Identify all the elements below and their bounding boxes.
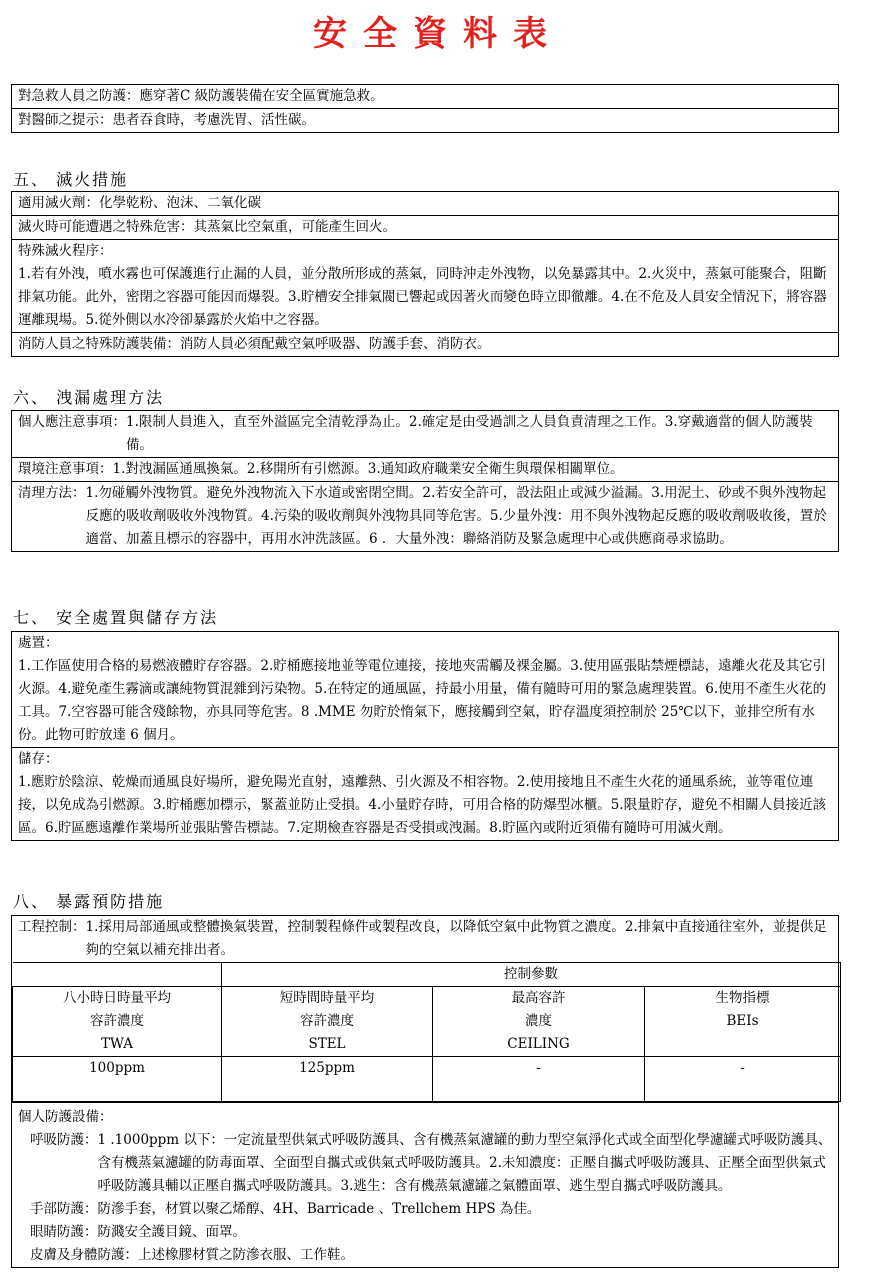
special-procedures-text: 1.若有外洩，噴水霧也可保護進行止漏的人員，並分散所形成的蒸氣，同時沖走外洩物，以免暴露其中。2.火災中，蒸氣可能聚合，阻斷排氣功能。此外，密閉之容器可能因而爆裂。3.貯槽安全排氣閥已響起或因著火而變色時立即徹離。4.在不危及人員安全情況下，將容器運離現場。5.從外側以水冷卻暴露於火焰中之容器。: [18, 266, 827, 328]
section-8-heading: 八、 暴露預防措施: [13, 892, 165, 911]
hand-protection-text: 防滲手套，材質以聚乙烯醇、4H、Barricade 、Trellchem HPS 為佳。: [97, 1201, 541, 1217]
first-aid-physician-row: 對醫師之提示：患者吞食時，考慮洗胃、活性碳。: [18, 112, 315, 128]
control-parameters-title: 控制參數: [222, 963, 841, 987]
extinguishing-agents: 適用滅火劑：化學乾粉、泡沫、二氧化碳: [12, 192, 838, 216]
section-6-heading: 六、 洩漏處理方法: [13, 388, 165, 407]
value-ceiling: -: [433, 1057, 645, 1102]
skin-body-protection: [12, 1244, 838, 1267]
header-beis: 生物指標 BEIs: [645, 987, 841, 1057]
cleanup-methods-label: 清理方法：: [18, 485, 86, 501]
special-procedures-label: 特殊滅火程序：: [18, 243, 113, 259]
header-twa: 八小時日時量平均 容許濃度 TWA: [13, 987, 222, 1057]
value-stel: 125ppm: [222, 1057, 433, 1102]
engineering-controls-label: 工程控制：: [18, 919, 86, 935]
storage-text: 1.應貯於陰涼、乾燥而通風良好場所，避免陽光直射，遠離熱、引火源及不相容物。2.使用接地且不產生火花的通風系統，並等電位連接，以免成為引燃源。3.貯桶應加標示，緊蓋並防止受損。4.小量貯存時，可用合格的防爆型冰櫃。5.限量貯存，避免不相關人員接近該區。6.貯區應遠離作業場所並張貼警告標誌。7.定期檢查容器是否受損或洩漏。8.貯區內或附近須備有隨時可用滅火劑。: [18, 774, 827, 836]
ppe-title: 個人防護設備：: [18, 1109, 113, 1125]
cleanup-methods: [12, 482, 838, 551]
respiratory-protection-text: 1 .1000ppm 以下：一定流量型供氣式呼吸防護具、含有機蒸氣濾罐的動力型空氣淨化式或全面型化學濾罐式呼吸防護具、含有機蒸氣濾罐的防毒面罩、全面型自攜式或供氣式呼吸防護具。2.未知濃度：正壓自攜式呼吸防護具、正壓全面型供氣式呼吸防護具輔以正壓自攜式呼吸防護具。3.逃生：含有機蒸氣濾罐之氣體面罩、逃生型自攜式呼吸防護具。: [97, 1132, 832, 1194]
ppe-block: [12, 1102, 838, 1267]
special-procedures: [12, 240, 838, 333]
value-twa: 100ppm: [13, 1057, 222, 1102]
handling-text: 1.工作區使用合格的易燃液體貯存容器。2.貯桶應接地並等電位連接，接地夾需觸及裸金屬。3.使用區張貼禁煙標誌，遠離火花及其它引火源。4.避免產生霧滴或讓純物質混雜到污染物。5.在特定的通風區，持最小用量，備有隨時可用的緊急處理裝置。6.使用不產生火花的工具。7.空容器可能含殘餘物，亦具同等危害。8 .MME 勿貯於惰氣下，應接觸到空氣，貯存溫度須控制於 25℃以下，並排空所有水份。此物可貯放達 6 個月。: [18, 658, 827, 743]
respiratory-protection: [12, 1129, 838, 1198]
header-stel: 短時間時量平均 容許濃度 STEL: [222, 987, 433, 1057]
cleanup-methods-text: 1.勿碰觸外洩物質。避免外洩物流入下水道或密閉空間。2.若安全許可，設法阻止或減少溢漏。3.用泥土、砂或不與外洩物起反應的吸收劑吸收外洩物質。4.污染的吸收劑與外洩物具同等危害。5.少量外洩：用不與外洩物起反應的吸收劑吸收後，置於適當、加蓋且標示的容器中，再用水沖洗該區。6 ．大量外洩：聯絡消防及緊急處理中心或供應商尋求協助。: [85, 485, 827, 547]
special-hazards: 滅火時可能遭遇之特殊危害：其蒸氣比空氣重，可能產生回火。: [12, 216, 838, 240]
personal-precautions: [12, 411, 838, 458]
header-ceiling: 最高容許 濃度 CEILING: [433, 987, 645, 1057]
eye-protection-text: 防濺安全護目鏡、面罩。: [97, 1224, 246, 1240]
first-aid-rescuer-row: 對急救人員之防護：應穿著C 級防護裝備在安全區實施急救。: [12, 85, 838, 109]
table-row: [13, 1057, 841, 1102]
table-header-row: [13, 987, 841, 1057]
handling: [12, 632, 838, 748]
engineering-controls: [12, 916, 838, 962]
hand-protection-label: 手部防護：: [30, 1201, 98, 1217]
eye-protection: [12, 1221, 838, 1244]
section-5-heading: 五、 滅火措施: [13, 170, 129, 189]
skin-body-protection-label: 皮膚及身體防護：: [30, 1247, 138, 1263]
first-aid-box: [11, 84, 839, 133]
section-7-heading: 七、 安全處置與儲存方法: [13, 608, 219, 627]
eye-protection-label: 眼睛防護：: [30, 1224, 98, 1240]
section-7-box: [11, 631, 839, 841]
section-8-box: [11, 915, 839, 1268]
skin-body-protection-text: 上述橡膠材質之防滲衣服、工作鞋。: [138, 1247, 354, 1263]
respiratory-protection-label: 呼吸防護：: [30, 1132, 98, 1148]
storage: [12, 748, 838, 840]
document-title: 安全資料表: [313, 14, 563, 54]
engineering-controls-text: 1.採用局部通風或整體換氣裝置，控制製程條件或製程改良，以降低空氣中此物質之濃度。2.排氣中直接通往室外，並提供足夠的空氣以補充排出者。: [85, 919, 827, 958]
storage-label: 儲存：: [18, 751, 59, 767]
hand-protection: [12, 1198, 838, 1221]
environmental-precautions: 環境注意事項：1.對洩漏區通風換氣。2.移開所有引燃源。3.通知政府職業安全衛生與環保相關單位。: [12, 458, 838, 482]
personal-precautions-text: 1.限制人員進入，直至外溢區完全清乾淨為止。2.確定是由受過訓之人員負責清理之工作。3.穿戴適當的個人防護裝備。: [126, 414, 813, 453]
handling-label: 處置：: [18, 635, 59, 651]
section-6-box: [11, 410, 839, 552]
firefighter-ppe: 消防人員之特殊防護裝備：消防人員必須配戴空氣呼吸器、防護手套、消防衣。: [18, 336, 491, 352]
value-beis: -: [645, 1057, 841, 1102]
section-5-box: [11, 191, 839, 357]
personal-precautions-label: 個人應注意事項：: [18, 414, 126, 430]
control-parameters-table: [12, 962, 841, 1102]
